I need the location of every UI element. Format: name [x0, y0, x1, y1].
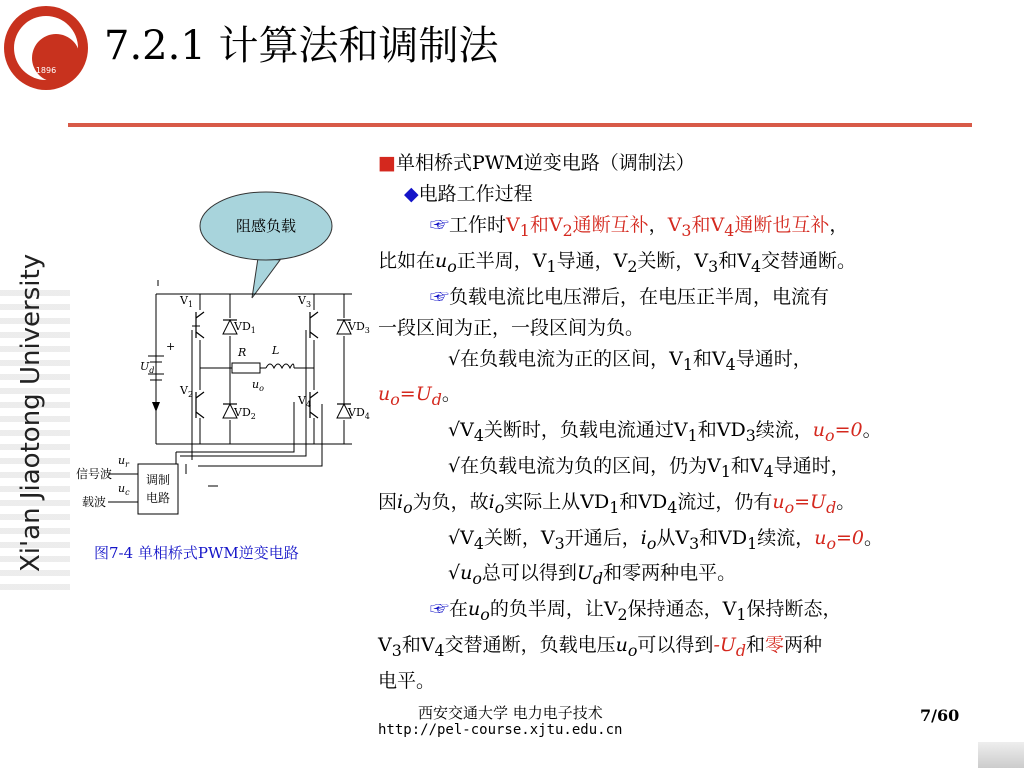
heading-line	[378, 148, 998, 179]
content-panel	[378, 148, 998, 697]
paragraph-line: ☞负载电流比电压滞后，在电压正半周，电流有	[430, 285, 830, 308]
logo-year: 1896	[35, 66, 57, 75]
check-icon: √	[448, 526, 461, 549]
label-v2: $V_2$	[180, 384, 194, 399]
paragraph-line: ☞在$u_o$的负半周，让$V_2$保持通态，$V_1$保持断态，	[430, 598, 842, 624]
paragraph-line: √在负载电流为正的区间，$V_1$和$V_4$导通时，	[448, 347, 812, 374]
figure-caption: 图7-4 单相桥式PWM逆变电路	[94, 544, 299, 562]
paragraph-line: $V_3$和$V_4$交替通断，负载电压$u_o$可以得到$-U_d$和零两种	[378, 633, 823, 660]
paragraph-line: 比如在$u_o$正半周，$V_1$导通，$V_2$关断，$V_3$和$V_4$交替通断。	[378, 249, 857, 276]
heading-text: 单相桥式PWM逆变电路（调制法）	[395, 152, 695, 174]
switch-v1	[196, 312, 204, 338]
resistor-r	[232, 363, 260, 373]
pointing-hand-icon: ☞	[430, 214, 450, 236]
check-icon: √	[448, 347, 461, 370]
paragraph-line: ☞工作时$V_1$和$V_2$通断互补，$V_3$和$V_4$通断也互补，	[430, 214, 849, 240]
label-r: R	[238, 346, 247, 359]
subheading-text: 电路工作过程	[418, 183, 533, 205]
paragraph-line: $√V_4$关断时，负载电流通过$V_1$和$VD_3$续流，$u_o=0$。	[448, 419, 882, 445]
footer-url-link[interactable]: http://pel-course.xjtu.edu.cn	[378, 722, 623, 738]
label-vd3: $VD_3$	[348, 320, 370, 335]
modulation-circuit-box	[138, 464, 178, 514]
subheading-line	[378, 179, 998, 210]
label-uo: $u_o$	[252, 378, 264, 393]
corner-decoration	[978, 742, 1024, 768]
paragraph-line: $√u_o$总可以得到$U_d$和零两种电平。	[448, 562, 737, 589]
label-vd1: $VD_1$	[234, 320, 256, 335]
label-vd2: $VD_2$	[234, 406, 256, 421]
pointing-hand-icon: ☞	[430, 285, 450, 308]
paragraph-line: 因$i_o$为负，故$i_o$实际上从$VD_1$和$VD_4$流过，仍有$u_o=U_d$。	[378, 490, 856, 517]
switch-v4	[310, 392, 318, 418]
check-icon: √	[448, 562, 461, 585]
label-l: L	[272, 344, 280, 357]
label-ud: $U_d$	[140, 360, 155, 375]
diamond-bullet-icon: ◆	[404, 183, 419, 205]
label-vd4: $VD_4$	[348, 406, 370, 421]
square-bullet-icon: ■	[378, 152, 396, 174]
label-carrier-wave: 载波	[82, 495, 107, 509]
label-modulation-1: 调制	[145, 473, 171, 487]
label-ur: $u_r$	[118, 454, 129, 469]
check-icon: √	[448, 419, 461, 442]
university-logo	[4, 6, 88, 90]
paragraph-line: 一段区间为正，一段区间为负。	[378, 316, 645, 339]
pointing-hand-icon: ☞	[430, 598, 450, 621]
callout-pointer	[252, 258, 280, 298]
ud-arrow-head	[152, 402, 160, 412]
label-plus: +	[166, 340, 176, 353]
footer-brand: 西安交通大学 电力电子技术	[418, 704, 603, 722]
slide-title: 7.2.1 计算法和调制法	[104, 23, 499, 69]
paragraph-line: 电平。	[378, 669, 436, 692]
label-modulation-2: 电路	[145, 491, 171, 505]
paragraph-line: √在负载电流为负的区间，仍为$V_1$和$V_4$导通时，	[448, 454, 850, 481]
inductor-l	[266, 364, 294, 368]
university-name-vertical: Xi'an Jiaotong University	[16, 253, 46, 572]
pwm-inverter-circuit	[68, 190, 368, 540]
label-v3: $V_3$	[298, 294, 312, 309]
callout-label: 阻感负载	[235, 217, 297, 235]
label-uc: $u_c$	[118, 482, 130, 497]
label-v4: $V_4$	[298, 394, 312, 409]
check-icon: √	[448, 454, 461, 477]
label-v1: $V_1$	[180, 294, 194, 309]
title-rule	[68, 123, 972, 127]
label-signal-wave: 信号波	[76, 467, 113, 481]
paragraph-line: $√V_4$关断，$V_3$开通后，$i_o$从$V_3$和$VD_1$续流，$u_o=0$。	[448, 526, 884, 553]
page-number: 7/60	[920, 706, 960, 725]
paragraph-line: $u_o=U_d$。	[378, 383, 461, 410]
switch-v3	[310, 312, 318, 338]
switch-v2	[196, 392, 204, 418]
